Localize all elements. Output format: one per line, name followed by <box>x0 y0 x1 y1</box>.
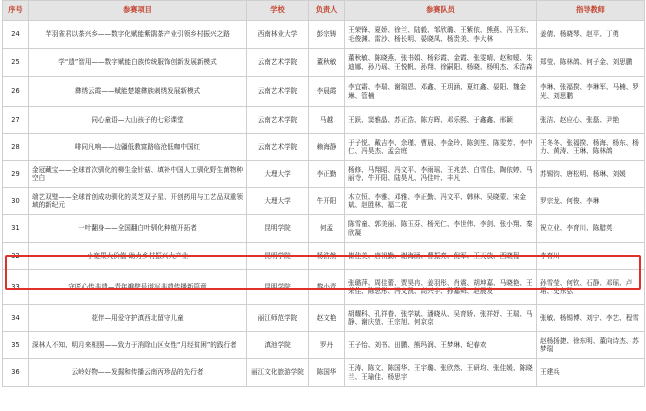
advisors: 姜倩、杨晓琴、赵平、丁勇 <box>537 21 645 49</box>
team-members: 杨修、马翔昭、冯文平、李雨瑶、王兆芸、白雪佳、陶依婷、马丽寺、牛开阳、陆昊凡、冯佳叶、丰凡 <box>345 161 537 188</box>
school-name: 丽江文化旅游学院 <box>247 359 309 387</box>
table-row <box>3 215 645 243</box>
project-name: 小宽果大价值-助力乡村振兴大产业 <box>29 243 247 270</box>
header-teachers: 指导教师 <box>537 1 645 21</box>
team-members: 李宜霜、李瑞、谢瑞恩、邓鑫、王玥涵、夏红鑫、晏阳、魏金琳、管楠 <box>345 77 537 107</box>
advisors: 李琳、张福揆、李琳军、马楠、罗光、刘思鹏 <box>537 77 645 107</box>
header-members: 参赛队员 <box>345 1 537 21</box>
header-seq: 序号 <box>3 1 29 21</box>
table-row <box>3 134 645 161</box>
school-name: 云南艺术学院 <box>247 134 309 161</box>
table-row <box>3 21 645 49</box>
project-name: 同心童语—大山孩子的七彩课堂 <box>29 107 247 134</box>
row-number: 25 <box>3 49 29 77</box>
advisors: 王冬冬、张福揆、杨海、杨东、杨力、黄涛、王琳、陈林鸽 <box>537 134 645 161</box>
school-name: 昆明学院 <box>247 215 309 243</box>
leader-name: 何孟 <box>309 215 345 243</box>
leader-name: 董秋敏 <box>309 49 345 77</box>
advisors: 张敏、杨锡博、刘宁、李艺、程雪 <box>537 305 645 332</box>
table-row <box>3 305 645 332</box>
row-number: 32 <box>3 243 29 270</box>
advisors: 苏锡钧、唐松明、杨琳、刘媛 <box>537 161 645 188</box>
row-number: 31 <box>3 215 29 243</box>
row-number: 26 <box>3 77 29 107</box>
table-row <box>3 243 645 270</box>
team-members: 张璐萍、周佳蕾、贾昊冉、姜羽彤、肖震、胡坤嘉、马晓艳、王荣佳、陈思彤、冯文凯、高兴宇、孙嘉舜、赵晨发 <box>345 270 537 305</box>
advisors: 李育川 <box>537 243 645 270</box>
project-name: 芊羽雀君以茶兴乡——数字化赋能紫鹃茶产业引领乡村振兴之路 <box>29 21 247 49</box>
table-row <box>3 77 645 107</box>
header-leader: 负责人 <box>309 1 345 21</box>
school-name: 昆明学院 <box>247 243 309 270</box>
advisors: 孙雪莹、何钦、石静、邓瑶、卢珺、史东弘 <box>537 270 645 305</box>
participant-table <box>2 0 645 387</box>
school-name: 云南艺术学院 <box>247 107 309 134</box>
school-name: 大理大学 <box>247 188 309 215</box>
team-members: 董秋敏、陈晓燕、张书娟、杨彩霞、金霞、张雯晴、赵和嫒、朱迪娜、孙乃瑶、王悦帆、孙翔、徐嗣阳、杨晓、杨明杰、禾浩森 <box>345 49 537 77</box>
project-name: 守匠心传非遗—青年瓣壁号谱写非遗传播新篇章 <box>29 270 247 305</box>
school-name: 丽江师范学院 <box>247 305 309 332</box>
leader-name: 陈国华 <box>309 359 345 387</box>
table-row-highlighted <box>3 270 645 305</box>
project-name: 花伴—用爱守护滇西北留守儿童 <box>29 305 247 332</box>
project-name: 彝绣云霞——赋能楚雄彝族刺绣发展新模式 <box>29 77 247 107</box>
leader-name: 彭宗铸 <box>309 21 345 49</box>
school-name: 滇池学院 <box>247 332 309 359</box>
team-members: 木立恒、李雅、邓雅、李正勤、冯文平、韩林、吴晓蒙、宋金斌、赵胜林、福二花 <box>345 188 537 215</box>
project-name: 学“遗”智用——数字赋能白族传统服饰创新发展新模式 <box>29 49 247 77</box>
leader-name: 黎小青 <box>309 270 345 305</box>
row-number: 27 <box>3 107 29 134</box>
school-name: 大理大学 <box>247 161 309 188</box>
header-school: 学校 <box>247 1 309 21</box>
row-number: 34 <box>3 305 29 332</box>
school-name: 云南艺术学院 <box>247 49 309 77</box>
table-header-row <box>3 1 645 21</box>
school-name: 昆明学院 <box>247 270 309 305</box>
table-row <box>3 359 645 387</box>
school-name: 西南林业大学 <box>247 21 309 49</box>
table-row <box>3 107 645 134</box>
project-name: 端艺双璧——全球首创成功驯化的灵芝双子星、开创药用与工艺品双重领域的新纪元 <box>29 188 247 215</box>
team-members: 王跃、窦雅晶、苏正浩、陈方晖、邓乐熙、于鑫鑫、邢颖 <box>345 107 537 134</box>
team-members: 胡耀科、孔祥眷、张学斌、潘晓从、吴育娇、张祥妤、王瑞、马静、谢庆堃、王宗旭、何京京 <box>345 305 537 332</box>
row-number: 35 <box>3 332 29 359</box>
team-members: 王涛、陈文、陈国华、王宇璐、张欣然、王研均、张佳媛、陈晓兰、王瑜佳、杨思宇 <box>345 359 537 387</box>
row-number: 28 <box>3 134 29 161</box>
team-members: 崔佳美、唐祖勤、谢海涵、曹振亮、倪军、王天放、西晓程 <box>345 243 537 270</box>
advisors: 赵杨扬捷、徐东明、董向诗杰、苏梦瑞 <box>537 332 645 359</box>
row-number: 33 <box>3 270 29 305</box>
leader-name: 李正勤 <box>309 161 345 188</box>
leader-name: 李晨霞 <box>309 77 345 107</box>
row-number: 29 <box>3 161 29 188</box>
project-name: 一叶翻身——全国翻白叶驯化种植开拓者 <box>29 215 247 243</box>
table-row <box>3 332 645 359</box>
row-number: 36 <box>3 359 29 387</box>
project-name: 深林人不知、明月来相照——致力于消除山区女性“月经贫困”的践行者 <box>29 332 247 359</box>
advisors: 祝立业、李育川、陈腊英 <box>537 215 645 243</box>
project-name: 金冠藏宝——全球首次驯化的柳生金针菇、填补中国人工驯化野生菌物种空白 <box>29 161 247 188</box>
leader-name: 杨浩然 <box>309 243 345 270</box>
project-name: 啡同凡响——边疆低教富路临沧低咖中国红 <box>29 134 247 161</box>
table-row <box>3 188 645 215</box>
header-project: 参赛项目 <box>29 1 247 21</box>
advisors: 王建兵 <box>537 359 645 387</box>
table-row <box>3 49 645 77</box>
row-number: 30 <box>3 188 29 215</box>
leader-name: 赖海静 <box>309 134 345 161</box>
leader-name: 牛开阳 <box>309 188 345 215</box>
leader-name: 赵文艳 <box>309 305 345 332</box>
team-members: 陈雪童、郭美丽、陈玉芬、杨光仁、李世伟、李剑、张小翔、秦欣凝 <box>345 215 537 243</box>
leader-name: 罗丹 <box>309 332 345 359</box>
row-number: 24 <box>3 21 29 49</box>
advisors: 张洁、赵应心、张磊、尹艳 <box>537 107 645 134</box>
team-members: 王荣锋、夏娇、徐兰、陆毅、邹欣璐、王紫依、熊燕、冯玉东、毛俊渊、雷沙、杨长明、晏晓凤、杨贵美、李大林 <box>345 21 537 49</box>
team-members: 王子怡、刘书、田鹏、熊玛润、王梦琳、纪春欢 <box>345 332 537 359</box>
advisors: 罗宗龙、何俊、李琳 <box>537 188 645 215</box>
team-members: 于子悦、戴吉李、余瑾、曹晨、李金玲、陈剑笙、陈雯芳、李中仁、冯昊杰、孟会庭 <box>345 134 537 161</box>
leader-name: 马越 <box>309 107 345 134</box>
school-name: 云南艺术学院 <box>247 77 309 107</box>
table-row <box>3 161 645 188</box>
advisors: 郑莹、陈林鸽、何子金、刘思鹏 <box>537 49 645 77</box>
project-name: 云岭好物——发掘和传播云南丙珍品的先行者 <box>29 359 247 387</box>
